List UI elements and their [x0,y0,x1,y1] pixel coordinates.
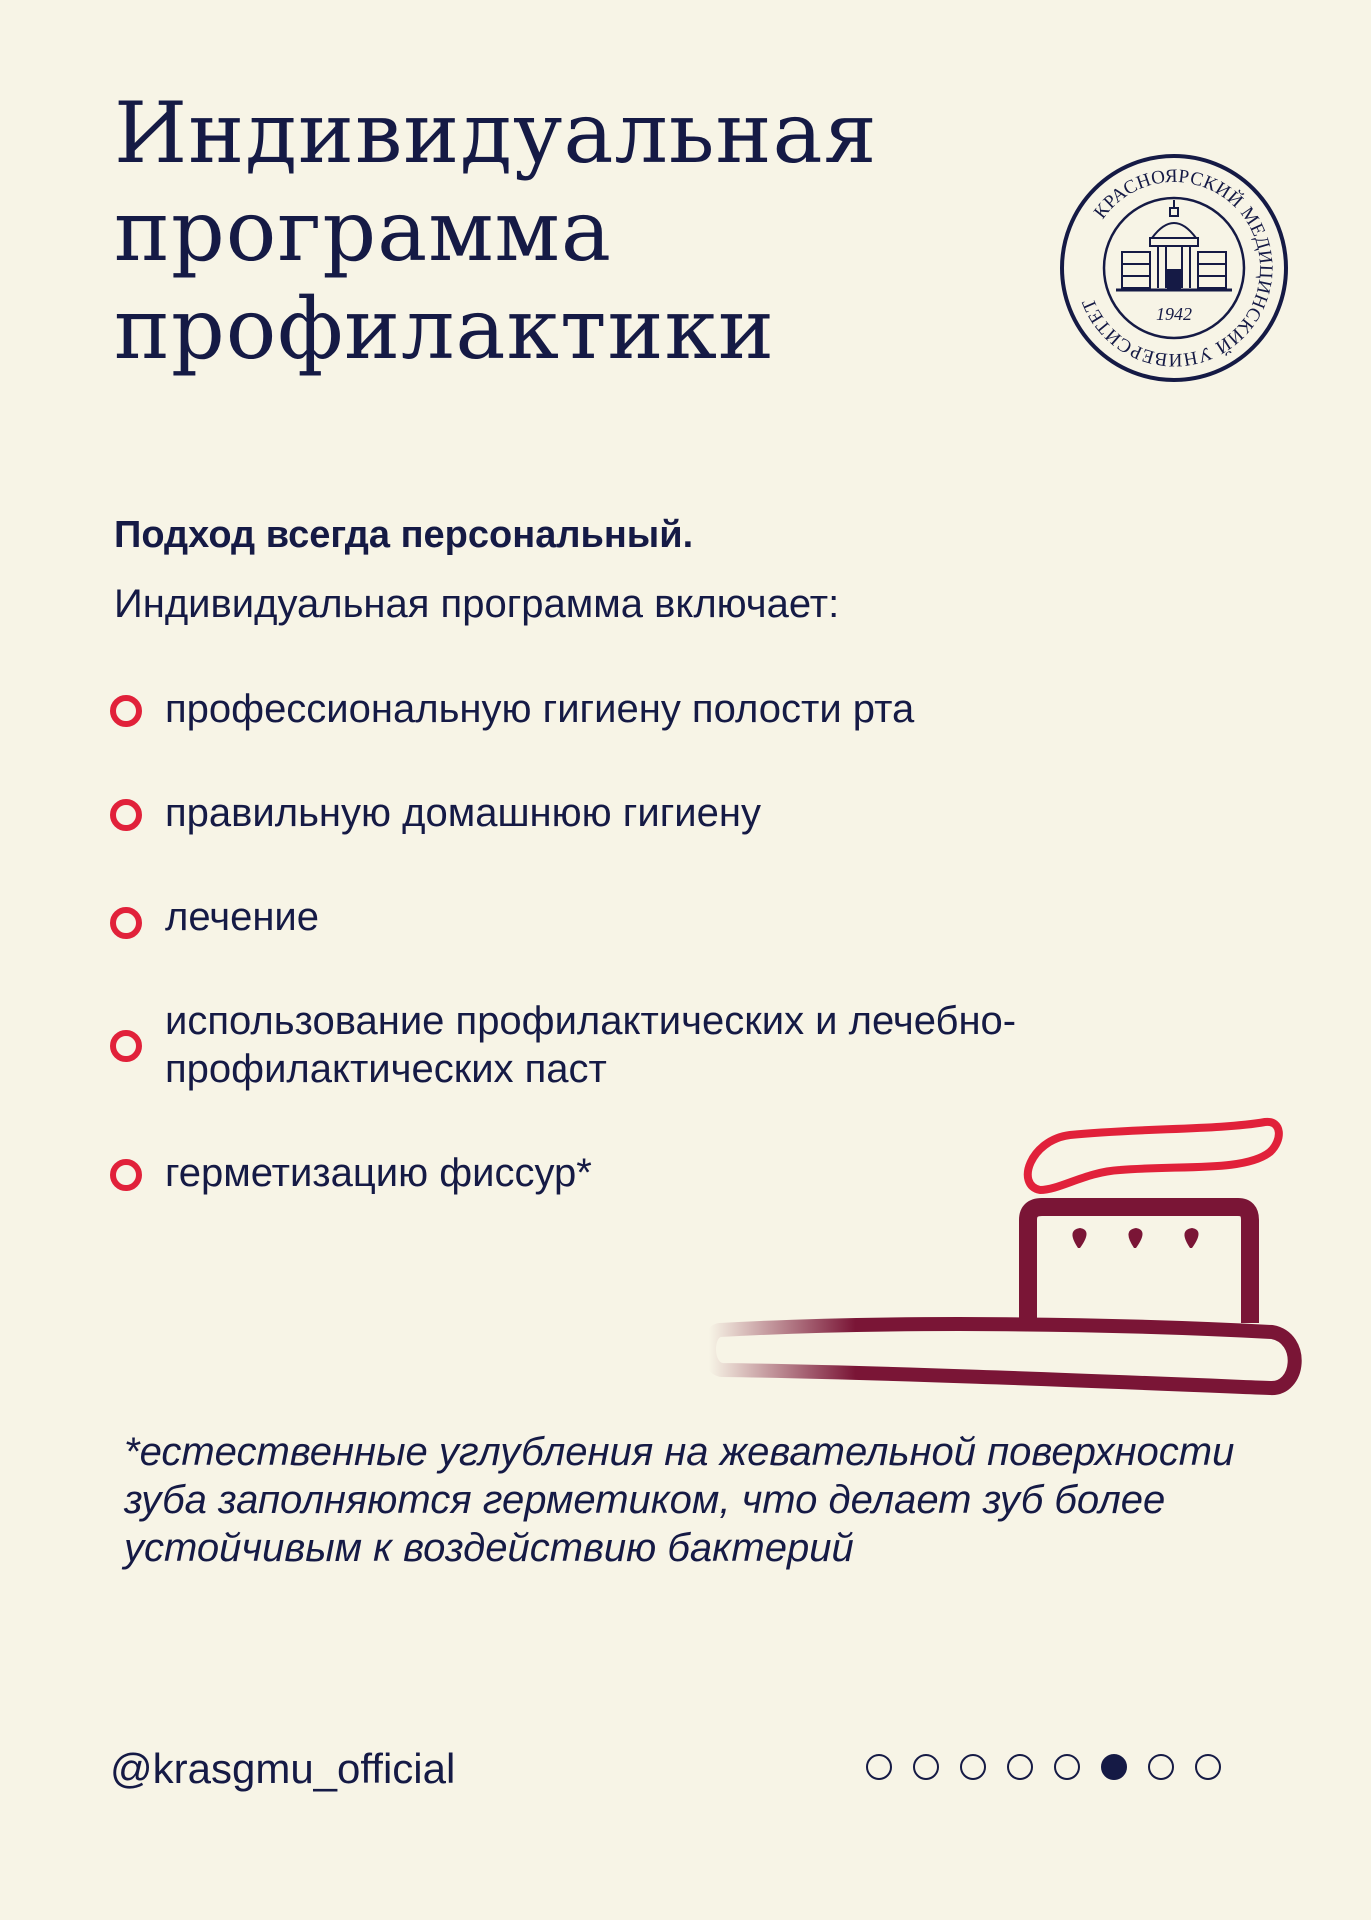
list-item [110,789,1165,837]
pager-dot[interactable] [1054,1754,1080,1780]
list-item-text: лечение [165,895,320,939]
list-item-text: герметизацию фиссур* [165,1151,592,1195]
svg-text:1942: 1942 [1156,304,1192,324]
pager-dot[interactable] [1148,1754,1174,1780]
title-line-3: профилактики [114,280,775,378]
bullet-circle-icon [110,1159,142,1191]
social-handle[interactable]: @krasgmu_official [110,1745,456,1792]
pager-dot[interactable] [960,1754,986,1780]
university-building-icon [1116,200,1232,290]
pager-dot[interactable] [1195,1754,1221,1780]
title-line-1: Индивидуальная [114,84,878,182]
bullet-circle-icon [110,695,142,727]
list-item [110,893,1165,941]
page-title [114,84,878,378]
title-line-2: программа [114,182,612,280]
pager-dot[interactable] [866,1754,892,1780]
list-item-text: использование профилактических и лечебно-профилактических паст [165,999,1017,1091]
pager-dot[interactable] [913,1754,939,1780]
bullet-circle-icon [110,907,142,939]
list-item-text: профессиональную гигиену полости рта [165,687,915,731]
bullet-circle-icon [110,1030,142,1062]
footnote: *естественные углубления на жевательной поверхности зуба заполняются герметиком, что делает зуб более устойчивым к воздействию бактерий [124,1430,1235,1570]
bullet-circle-icon [110,799,142,831]
pager-dot-active[interactable] [1101,1754,1127,1780]
pager-dot[interactable] [1007,1754,1033,1780]
slide-pager[interactable] [866,1754,1242,1780]
svg-text:КРАСНОЯРСКИЙ МЕДИЦИНСКИЙ УНИВЕ: КРАСНОЯРСКИЙ МЕДИЦИНСКИЙ УНИВЕРСИТЕТ [1078,165,1277,371]
list-item [110,685,1165,733]
intro-text: Индивидуальная программа включает: [114,582,840,626]
toothbrush-with-paste-icon [700,1110,1310,1410]
lead-text: Подход всегда персональный. [114,514,694,556]
list-item [110,997,1165,1093]
university-seal-logo [1058,152,1290,384]
list-item-text: правильную домашнюю гигиену [165,791,761,835]
